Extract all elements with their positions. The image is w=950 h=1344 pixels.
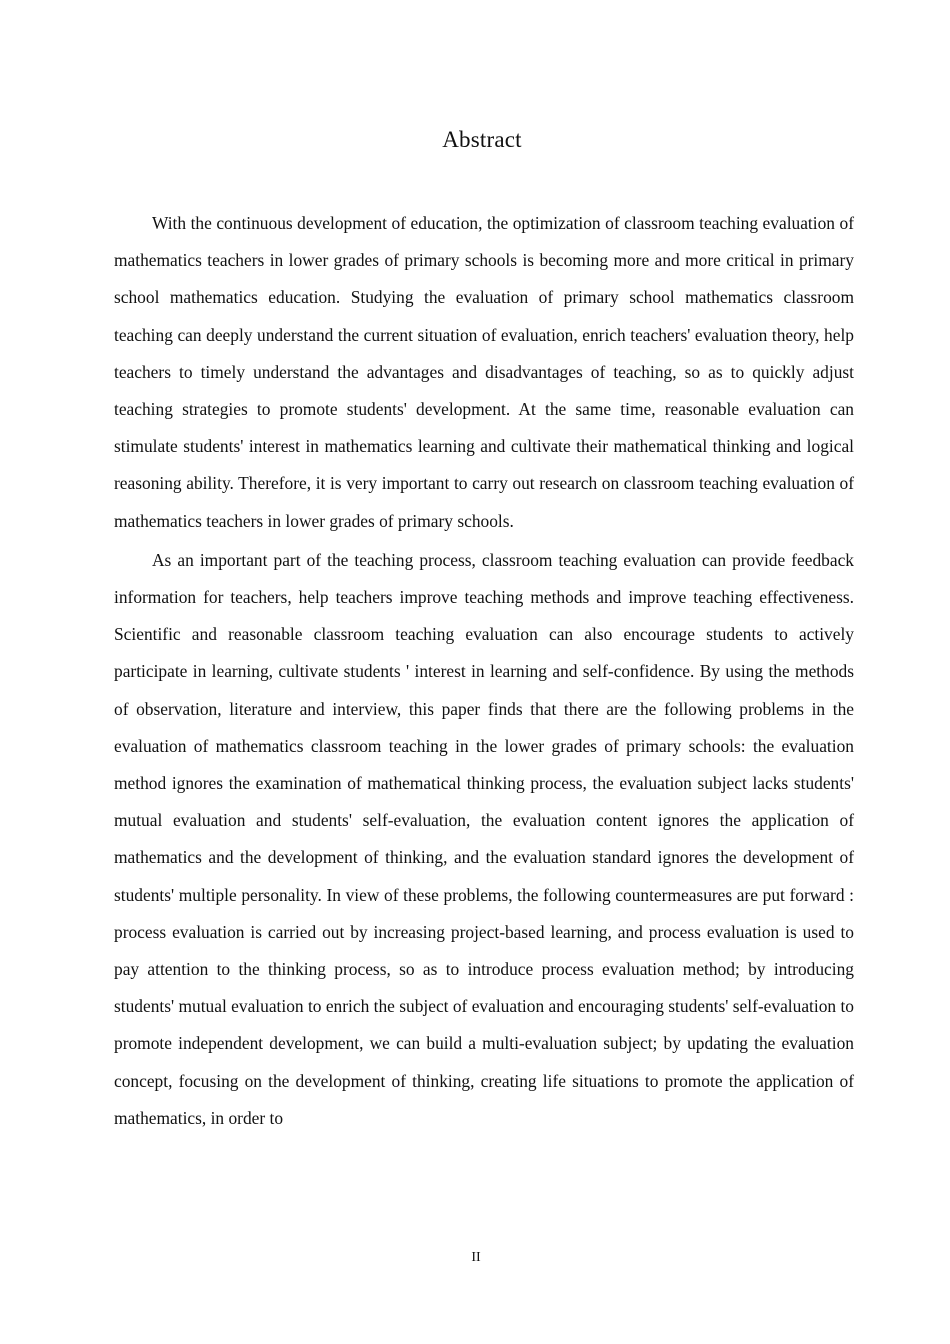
abstract-paragraph-1: With the continuous development of education, the optimization of classroom teaching evaluation of mathematics teachers in lower grades of primary schools is becoming more and more critical in primary school mathematics education. Studying the evaluation of primary school mathematics classroom teaching can deeply understand the current situation of evaluation, enrich teachers' evaluation theory, help teachers to timely understand the advantages and disadvantages of teaching, so as to quickly adjust teaching strategies to promote students' development. At the same time, reasonable evaluation can stimulate students' interest in mathematics learning and cultivate their mathematical thinking and logical reasoning ability. Therefore, it is very important to carry out research on classroom teaching evaluation of mathematics teachers in lower grades of primary schools. <box>114 213 854 531</box>
abstract-title: Abstract <box>442 127 522 152</box>
page-number: II <box>471 1250 481 1265</box>
abstract-paragraph-2: As an important part of the teaching process, classroom teaching evaluation can provide feedback information for teachers, help teachers improve teaching methods and improve teaching effectiveness. Scientific and reasonable classroom teaching evaluation can also encourage students to actively participate in learning, cultivate students ' interest in learning and self-confidence. By using the methods of observation, literature and interview, this paper finds that there are the following problems in the evaluation of mathematics classroom teaching in the lower grades of primary schools: the evaluation method ignores the examination of mathematical thinking process, the evaluation subject lacks students' mutual evaluation and students' self-evaluation, the evaluation content ignores the application of mathematics and the development of thinking, and the evaluation standard ignores the development of students' multiple personality. In view of these problems, the following countermeasures are put forward : process evaluation is carried out by increasing project-based learning, and process evaluation is used to pay attention to the thinking process, so as to introduce process evaluation method; by introducing students' mutual evaluation to enrich the subject of evaluation and encouraging students' self-evaluation to promote independent development, we can build a multi-evaluation subject; by updating the evaluation concept, focusing on the development of thinking, creating life situations to promote the application of mathematics, in order to <box>114 549 854 1128</box>
abstract-body <box>114 205 854 1137</box>
